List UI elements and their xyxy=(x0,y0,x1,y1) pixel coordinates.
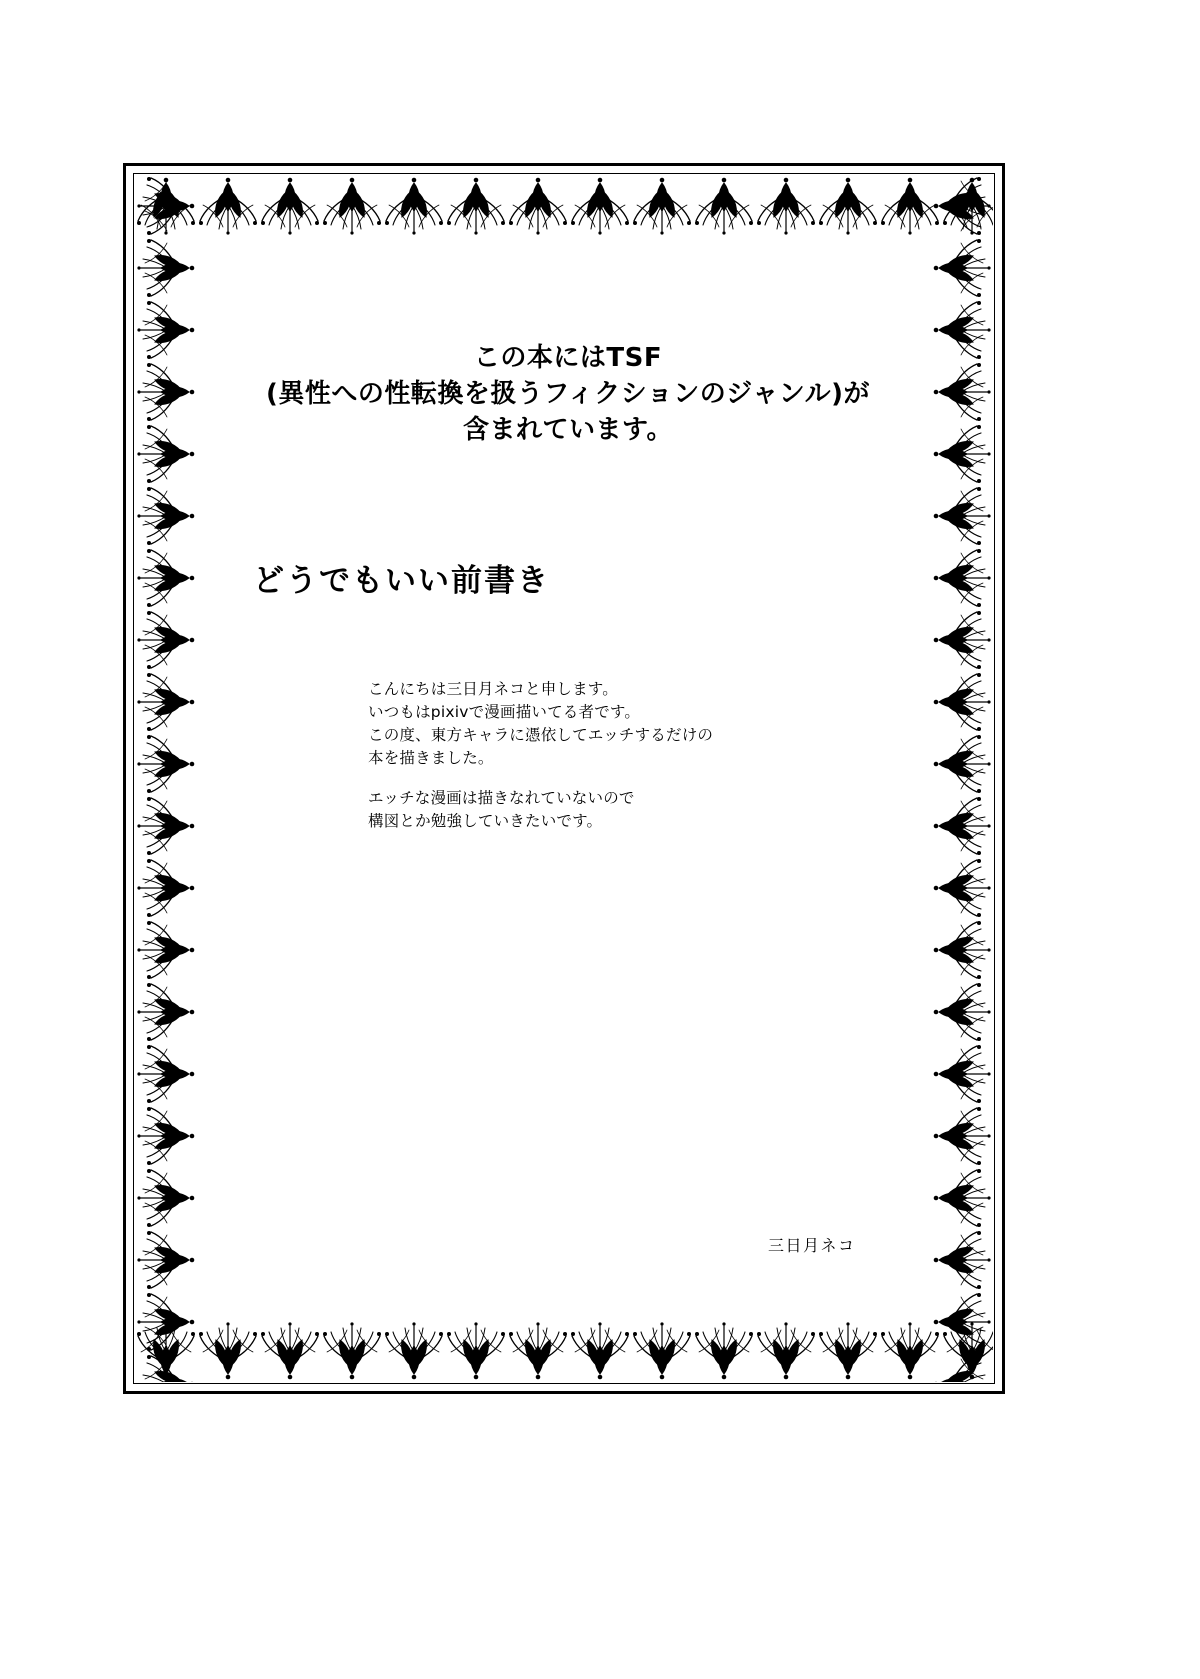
ornament-motif xyxy=(931,237,993,299)
body-line: いつもはpixivで漫画描いてる者です。 xyxy=(368,702,641,721)
frame-rule-inner-bottom xyxy=(133,1383,995,1384)
ornament-motif xyxy=(931,1229,993,1291)
ornament-motif xyxy=(631,1320,693,1382)
ornament-motif xyxy=(135,919,197,981)
ornament-motif xyxy=(383,1320,445,1382)
ornament-motif xyxy=(931,299,993,361)
ornament-band-bottom xyxy=(135,1320,993,1382)
ornament-motif xyxy=(135,1291,197,1353)
tsf-notice xyxy=(223,341,913,449)
page-title: どうでもいい前書き xyxy=(253,563,550,599)
ornament-motif xyxy=(931,919,993,981)
ornament-motif xyxy=(135,733,197,795)
ornament-motif xyxy=(931,423,993,485)
frame-rule-inner-right xyxy=(994,173,995,1384)
ornament-motif xyxy=(445,175,507,237)
ornament-motif xyxy=(135,1229,197,1291)
body-line: こんにちは三日月ネコと申します。 xyxy=(368,680,618,698)
ornament-motif xyxy=(931,1105,993,1167)
ornament-motif xyxy=(135,237,197,299)
ornament-motif xyxy=(569,1320,631,1382)
ornament-motif xyxy=(135,795,197,857)
frame-rule-outer-top xyxy=(123,163,1005,166)
ornament-motif xyxy=(693,1320,755,1382)
ornament-motif xyxy=(931,175,993,237)
ornament-motif xyxy=(931,857,993,919)
ornament-motif xyxy=(931,671,993,733)
ornament-motif xyxy=(569,175,631,237)
ornament-motif xyxy=(931,733,993,795)
notice-line-3: 含まれています。 xyxy=(463,414,673,445)
ornament-motif xyxy=(135,299,197,361)
ornament-motif xyxy=(135,547,197,609)
ornament-motif xyxy=(135,671,197,733)
ornament-motif xyxy=(321,175,383,237)
ornament-band-right xyxy=(931,175,993,1382)
ornament-motif xyxy=(755,175,817,237)
ornament-motif xyxy=(931,1167,993,1229)
ornament-motif xyxy=(693,175,755,237)
ornament-motif xyxy=(445,1320,507,1382)
ornament-motif xyxy=(931,795,993,857)
ornament-motif xyxy=(135,1167,197,1229)
ornament-motif xyxy=(931,547,993,609)
ornament-motif xyxy=(259,175,321,237)
page-frame xyxy=(123,163,1005,1394)
ornament-motif xyxy=(383,175,445,237)
ornament-motif xyxy=(321,1320,383,1382)
paragraph xyxy=(368,678,713,770)
ornament-band-top xyxy=(135,175,993,237)
body-line: この度、東方キャラに憑依してエッチするだけの xyxy=(368,725,714,744)
frame-rule-outer-right xyxy=(1002,163,1005,1394)
ornament-band-left xyxy=(135,175,197,1382)
ornament-motif xyxy=(135,361,197,423)
body-line: 本を描きました。 xyxy=(368,748,494,767)
ornament-motif xyxy=(931,1353,993,1382)
ornament-motif xyxy=(135,1043,197,1105)
paragraph xyxy=(368,787,713,833)
ornament-motif xyxy=(931,981,993,1043)
frame-rule-outer-left xyxy=(123,163,126,1394)
ornament-motif xyxy=(931,1291,993,1353)
ornament-motif xyxy=(135,609,197,671)
ornament-motif xyxy=(197,1320,259,1382)
notice-line-1: この本にはTSF xyxy=(473,343,663,373)
ornament-motif xyxy=(135,1105,197,1167)
ornament-motif xyxy=(817,1320,879,1382)
body-line: 構図とか勉強していきたいです。 xyxy=(368,811,603,830)
ornament-motif xyxy=(931,609,993,671)
ornament-motif xyxy=(259,1320,321,1382)
frame-rule-inner-left xyxy=(133,173,134,1384)
ornament-motif xyxy=(135,857,197,919)
ornament-motif xyxy=(507,175,569,237)
frame-rule-outer-bottom xyxy=(123,1391,1005,1394)
ornament-motif xyxy=(135,423,197,485)
preface-body xyxy=(368,678,713,833)
ornament-motif xyxy=(931,485,993,547)
ornament-motif xyxy=(135,175,197,237)
frame-rule-inner-top xyxy=(133,173,995,174)
ornament-motif xyxy=(135,1353,197,1382)
ornament-motif xyxy=(135,981,197,1043)
notice-line-2: (異性への性転換を扱うフィクションのジャンル)が xyxy=(266,378,870,409)
ornament-motif xyxy=(931,1043,993,1105)
ornament-motif xyxy=(631,175,693,237)
ornament-motif xyxy=(507,1320,569,1382)
ornament-motif xyxy=(931,361,993,423)
body-line: エッチな漫画は描きなれていないので xyxy=(368,788,635,807)
author-signature: 三日月ネコ xyxy=(768,1236,856,1255)
ornament-motif xyxy=(135,485,197,547)
ornament-motif xyxy=(755,1320,817,1382)
ornament-motif xyxy=(817,175,879,237)
ornament-motif xyxy=(197,175,259,237)
